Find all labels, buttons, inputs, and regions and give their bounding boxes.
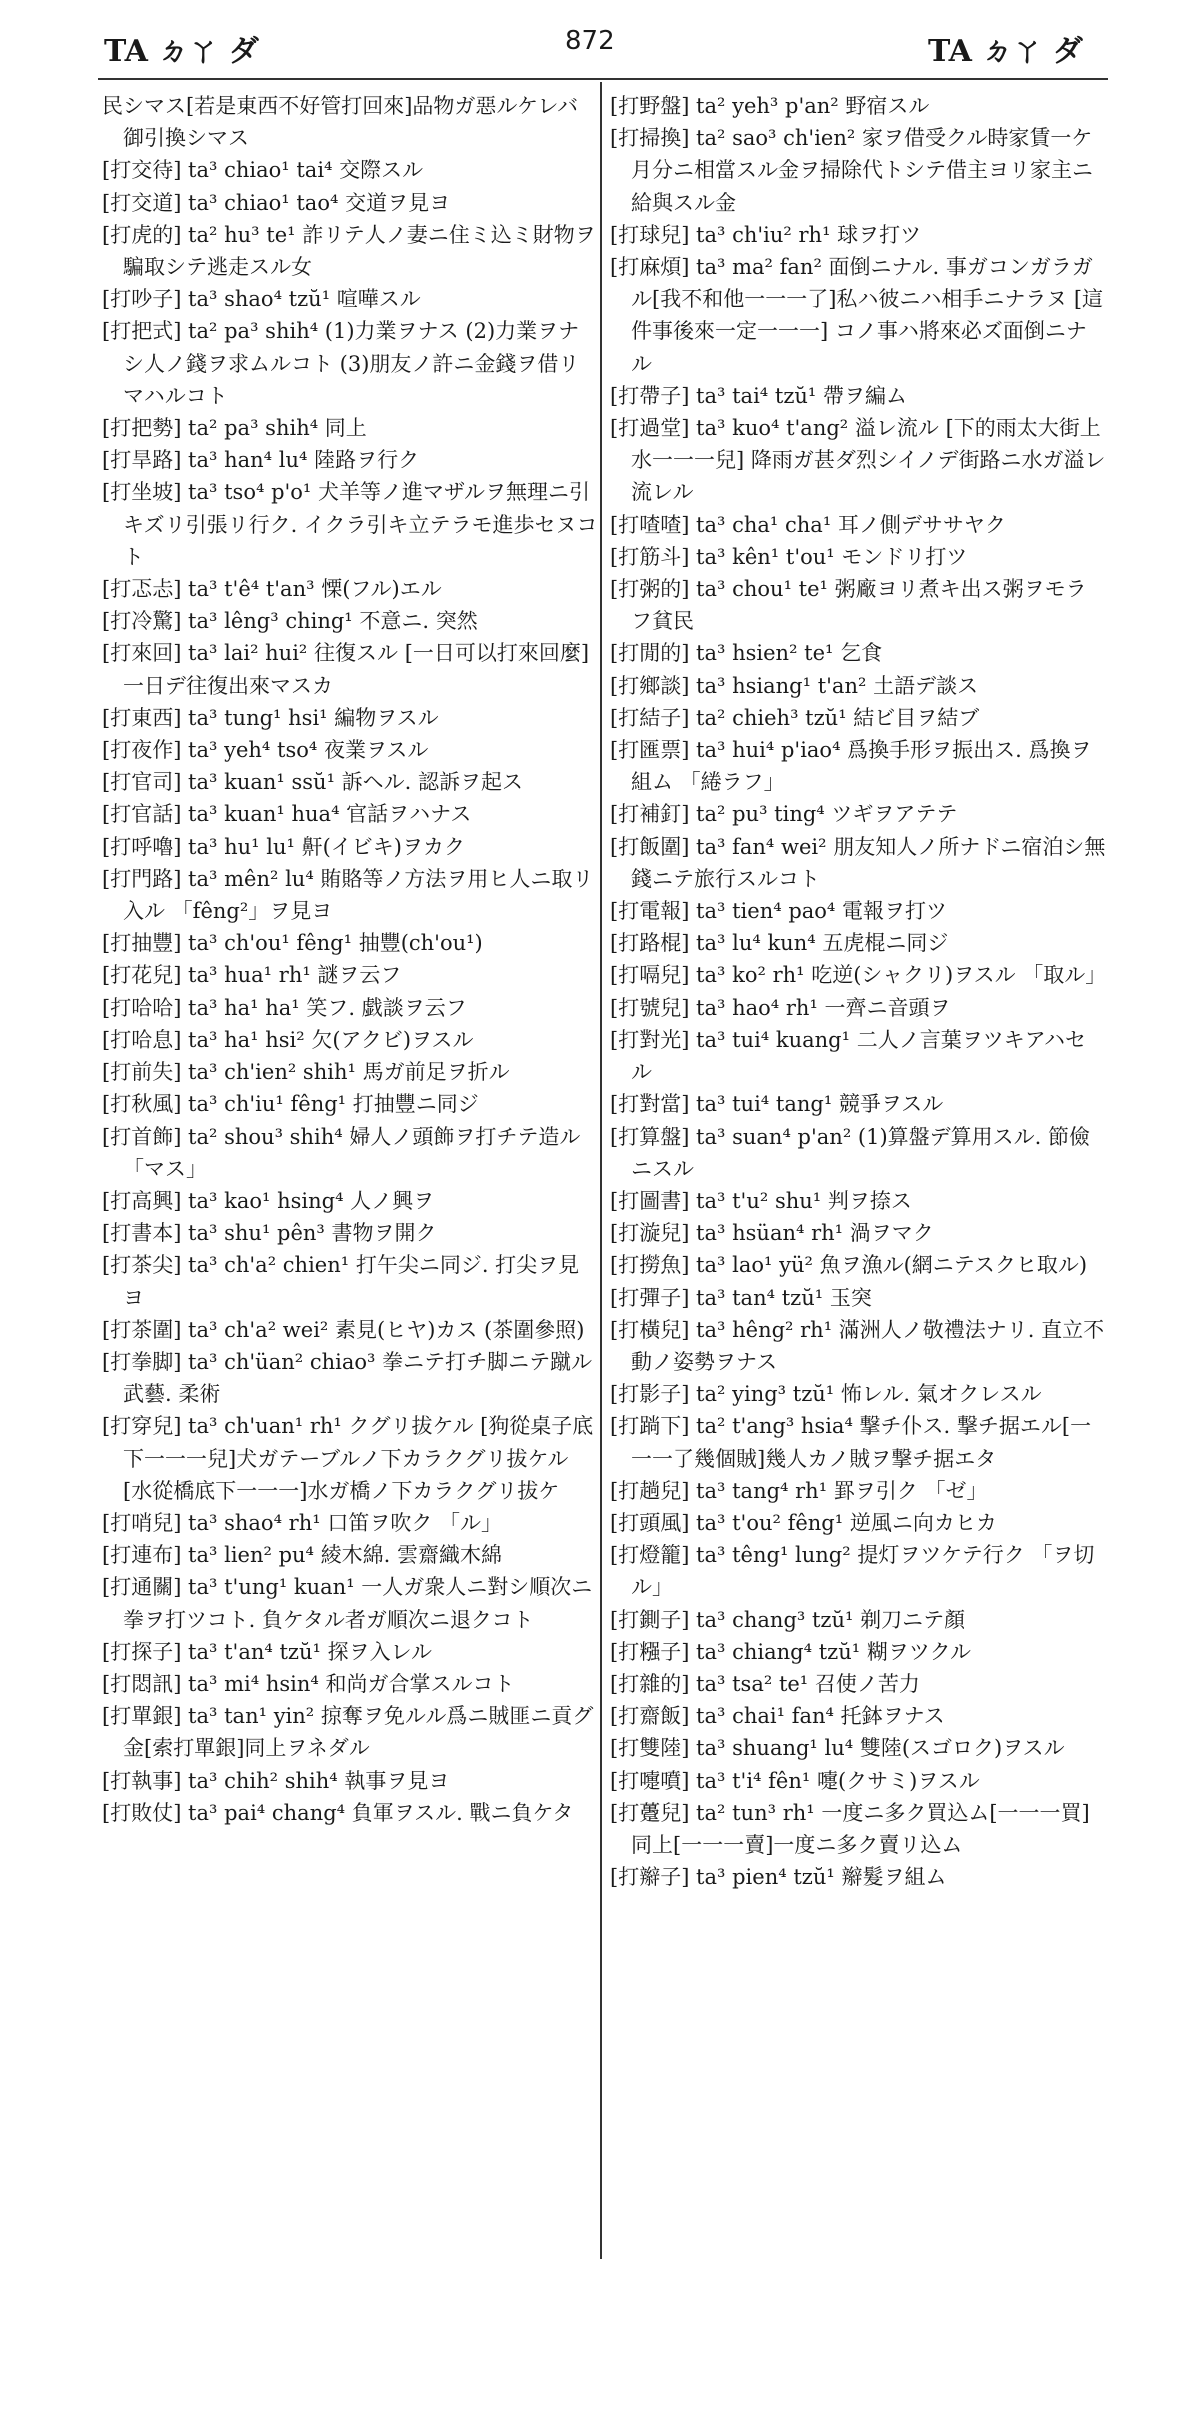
dictionary-entry: [打䠀下] ta² t'ang³ hsia⁴ 撃チ仆ス. 撃チ据エル[一一一了幾個賊]幾人カノ賊ヲ撃チ据エタ: [610, 1414, 1092, 1471]
dictionary-entry: [打頭風] ta³ t'ou² fêng¹ 逆風ニ向カヒカ: [610, 1510, 997, 1535]
dictionary-entry: [打掃換] ta² sao³ ch'ien² 家ヲ借受クル時家賃一ケ月分ニ相當スル金ヲ掃除代トシテ借主ヨリ家主ニ給與スル金: [610, 126, 1093, 215]
dictionary-entry: [打穿兒] ta³ ch'uan¹ rh¹ クグリ拔ケル [狗從桌子底下一一一兒]犬ガテーブルノ下カラクグリ拔ケル [水從橋底下一一一]水ガ橋ノ下カラクグリ拔ケ: [102, 1414, 594, 1503]
dictionary-entry: [打官司] ta³ kuan¹ ssŭ¹ 訴ヘル. 認訴ヲ起ス: [102, 770, 524, 795]
dictionary-entry: [打球兒] ta³ ch'iu² rh¹ 球ヲ打ツ: [610, 222, 922, 247]
dictionary-entry: [打閒的] ta³ hsien² te¹ 乞食: [610, 641, 883, 666]
dictionary-entry: [打飯圍] ta³ fan⁴ wei² 朋友知人ノ所ナドニ宿泊シ無錢ニテ旅行スルコト: [610, 834, 1106, 891]
dictionary-entry: [打對當] ta³ tui⁴ tang¹ 競爭ヲスル: [610, 1092, 944, 1117]
dictionary-entry: [打影子] ta² ying³ tzŭ¹ 怖レル. 氣オクレスル: [610, 1382, 1042, 1407]
running-head-left: TA ㄉㄚ ダ: [104, 34, 259, 69]
dictionary-entry: [打單銀] ta³ tan¹ yin² 掠奪ヲ免ルル爲ニ賊匪ニ貢グ金[索打單銀]同上ヲネダル: [102, 1704, 594, 1761]
dictionary-entry: [打連布] ta³ lien² pu⁴ 綾木綿. 雲齋織木綿: [102, 1543, 503, 1568]
right-column: [610, 90, 1106, 1893]
dictionary-entry: [打東西] ta³ tung¹ hsi¹ 編物ヲスル: [102, 705, 439, 730]
dictionary-entry: [打補釘] ta² pu³ ting⁴ ツギヲアテテ: [610, 802, 958, 827]
running-head-right: TA ㄉㄚ ダ: [928, 34, 1083, 69]
page-number: 872: [565, 26, 615, 56]
column-divider: [600, 82, 602, 2259]
dictionary-entry: [打抽豐] ta³ ch'ou¹ fêng¹ 抽豐(ch'ou¹): [102, 931, 483, 956]
dictionary-entry: 民シマス[若是東西不好管打回來]品物ガ惡ルケレバ御引換シマス: [102, 94, 579, 151]
dictionary-entry: [打交道] ta³ chiao¹ tao⁴ 交道ヲ見ヨ: [102, 190, 451, 215]
dictionary-entry: [打高興] ta³ kao¹ hsing⁴ 人ノ興ヲ: [102, 1188, 435, 1213]
dictionary-entry: [打探子] ta³ t'an⁴ tzŭ¹ 探ヲ入レル: [102, 1639, 433, 1664]
dictionary-entry: [打冷驚] ta³ lêng³ ching¹ 不意ニ. 突然: [102, 609, 478, 634]
dictionary-entry: [打哈息] ta³ ha¹ hsi² 欠(アクビ)ヲスル: [102, 1027, 474, 1052]
dictionary-entry: [打野盤] ta² yeh³ p'an² 野宿スル: [610, 94, 930, 118]
dictionary-entry: [打路棍] ta³ lu⁴ kun⁴ 五虎棍ニ同ジ: [610, 931, 949, 956]
dictionary-entry: [打把勢] ta² pa³ shih⁴ 同上: [102, 416, 367, 441]
dictionary-entry: [打茶圍] ta³ ch'a² wei² 素見(ヒヤ)カス (茶圍參照): [102, 1317, 585, 1342]
dictionary-entry: [打首飾] ta² shou³ shih⁴ 婦人ノ頭飾ヲ打チテ造ル 「マス」: [102, 1124, 581, 1181]
dictionary-entry: [打書本] ta³ shu¹ pên³ 書物ヲ開ク: [102, 1221, 437, 1246]
dictionary-entry: [打號兒] ta³ hao⁴ rh¹ 一齊ニ音頭ヲ: [610, 995, 951, 1020]
dictionary-entry: [打呼嚕] ta³ hu¹ lu¹ 鼾(イビキ)ヲカク: [102, 834, 465, 859]
dictionary-entry: [打躉兒] ta² tun³ rh¹ 一度ニ多ク買込ム[一一一買]同上[一一一賣]一度ニ多ク賣リ込ム: [610, 1800, 1090, 1857]
dictionary-entry: [打茶尖] ta³ ch'a² chien¹ 打午尖ニ同ジ. 打尖ヲ見ヨ: [102, 1253, 580, 1310]
dictionary-entry: [打拳脚] ta³ ch'üan² chiao³ 拳ニテ打チ脚ニテ蹴ル武藝. 柔術: [102, 1349, 593, 1407]
dictionary-entry: [打糨子] ta³ chiang⁴ tzŭ¹ 糊ヲツクル: [610, 1639, 971, 1664]
dictionary-entry: [打執事] ta³ chih² shih⁴ 執事ヲ見ヨ: [102, 1768, 450, 1793]
dictionary-entry: [打撈魚] ta³ lao¹ yü² 魚ヲ漁ル(網ニテスクヒ取ル): [610, 1253, 1088, 1278]
dictionary-entry: [打圖書] ta³ t'u² shu¹ 判ヲ捺ス: [610, 1188, 912, 1213]
dictionary-entry: [打雜的] ta³ tsa² te¹ 召使ノ苦力: [610, 1671, 920, 1696]
dictionary-entry: [打哈哈] ta³ ha¹ ha¹ 笑フ. 戯談ヲ云フ: [102, 995, 467, 1020]
dictionary-entry: [打來回] ta³ lai² hui² 往復スル [一日可以打來回麼] 一日デ往復出來マスカ: [102, 641, 590, 698]
dictionary-entry: [打忑忐] ta³ t'ê⁴ t'an³ 慄(フル)エル: [102, 577, 442, 602]
dictionary-entry: [打結子] ta² chieh³ tzŭ¹ 結ビ目ヲ結ブ: [610, 705, 980, 730]
dictionary-entry: [打匯票] ta³ hui⁴ p'iao⁴ 爲換手形ヲ振出ス. 爲換ヲ組ム 「綣ラフ」: [610, 738, 1092, 795]
dictionary-entry: [打鄉談] ta³ hsiang¹ t'an² 土語デ談ス: [610, 673, 979, 698]
dictionary-entry: [打敗仗] ta³ pai⁴ chang⁴ 負軍ヲスル. 戰ニ負ケタ: [102, 1800, 574, 1825]
dictionary-entry: [打燈籠] ta³ têng¹ lung² 提灯ヲツケテ行ク 「ヲ切ル」: [610, 1543, 1095, 1600]
dictionary-entry: [打哨兒] ta³ shao⁴ rh¹ 口笛ヲ吹ク 「ル」: [102, 1510, 503, 1535]
dictionary-entry: [打彈子] ta³ tan⁴ tzŭ¹ 玉突: [610, 1285, 872, 1310]
dictionary-entry: [打把式] ta² pa³ shih⁴ (1)力業ヲナス (2)力業ヲナシ人ノ錢ヲ求ムルコト (3)朋友ノ許ニ金錢ヲ借リマハルコト: [102, 319, 580, 408]
dictionary-entry: [打齋飯] ta³ chai¹ fan⁴ 托鉢ヲナス: [610, 1704, 945, 1729]
left-column: [102, 90, 598, 1829]
dictionary-entry: [打通關] ta³ t'ung¹ kuan¹ 一人ガ衆人ニ對シ順次ニ拳ヲ打ツコト. 負ケタル者ガ順次ニ退クコト: [102, 1575, 593, 1632]
dictionary-entry: [打官話] ta³ kuan¹ hua⁴ 官話ヲハナス: [102, 802, 472, 827]
dictionary-entry: [打秋風] ta³ ch'iu¹ fêng¹ 打抽豐ニ同ジ: [102, 1092, 479, 1117]
dictionary-entry: [打旱路] ta³ han⁴ lu⁴ 陸路ヲ行ク: [102, 448, 420, 473]
dictionary-entry: [打粥的] ta³ chou¹ te¹ 粥廠ヨリ煮キ出ス粥ヲモラフ貧民: [610, 577, 1087, 634]
dictionary-entry: [打趟兒] ta³ tang⁴ rh¹ 罫ヲ引ク 「ゼ」: [610, 1478, 988, 1503]
header-rule: [98, 78, 1108, 80]
dictionary-entry: [打嗝兒] ta³ ko² rh¹ 吃逆(シャクリ)ヲスル 「取ル」: [610, 963, 1107, 988]
dictionary-entry: [打帶子] ta³ tai⁴ tzŭ¹ 帶ヲ編ム: [610, 383, 908, 408]
dictionary-entry: [打過堂] ta³ kuo⁴ t'ang² 溢レ流ル [下的雨太大街上水一一一兒] 降雨ガ甚ダ烈シイノデ街路ニ水ガ溢レ流レル: [610, 416, 1106, 505]
dictionary-entry: [打交待] ta³ chiao¹ tai⁴ 交際スル: [102, 158, 424, 183]
dictionary-entry: [打算盤] ta³ suan⁴ p'an² (1)算盤デ算用スル. 節儉ニスル: [610, 1124, 1091, 1181]
dictionary-entry: [打筋斗] ta³ kên¹ t'ou¹ モンドリ打ツ: [610, 544, 968, 569]
dictionary-entry: [打虎的] ta² hu³ te¹ 詐リテ人ノ妻ニ住ミ込ミ財物ヲ騙取シテ逃走スル女: [102, 222, 596, 280]
dictionary-entry: [打對光] ta³ tui⁴ kuang¹ 二人ノ言葉ヲツキアハセル: [610, 1027, 1087, 1085]
dictionary-entry: [打嚏噴] ta³ t'i⁴ fên¹ 嚏(クサミ)ヲスル: [610, 1768, 980, 1793]
dictionary-entry: [打坐坡] ta³ tso⁴ p'o¹ 犬羊等ノ進マザルヲ無理ニ引キズリ引張リ行ク. イクラ引キ立テラモ進歩セヌコト: [102, 480, 598, 569]
dictionary-entry: [打喳喳] ta³ cha¹ cha¹ 耳ノ側デササヤク: [610, 512, 1006, 537]
dictionary-entry: [打橫兒] ta³ hêng² rh¹ 滿洲人ノ敬禮法ナリ. 直立不動ノ姿勢ヲナス: [610, 1317, 1105, 1374]
dictionary-entry: [打花兒] ta³ hua¹ rh¹ 謎ヲ云フ: [102, 963, 402, 988]
dictionary-entry: [打門路] ta³ mên² lu⁴ 賄賂等ノ方法ヲ用ヒ人ニ取リ入ル 「fêng²」ヲ見ヨ: [102, 866, 594, 924]
dictionary-entry: [打漩兒] ta³ hsüan⁴ rh¹ 渦ヲマク: [610, 1221, 934, 1246]
dictionary-entry: [打雙陸] ta³ shuang¹ lu⁴ 雙陸(スゴロク)ヲスル: [610, 1736, 1065, 1761]
dictionary-entry: [打麻煩] ta³ ma² fan² 面倒ニナル. 事ガコンガラガル[我不和他一一一了]私ハ彼ニハ相手ニナラヌ [這件事後來一定一一一] コノ事ハ將來必ズ面倒ニナル: [610, 255, 1104, 376]
dictionary-entry: [打前失] ta³ ch'ien² shih¹ 馬ガ前足ヲ折ル: [102, 1060, 510, 1085]
dictionary-entry: [打鍘子] ta³ chang³ tzŭ¹ 剃刀ニテ顏: [610, 1607, 966, 1632]
dictionary-entry: [打吵子] ta³ shao⁴ tzŭ¹ 喧嘩スル: [102, 287, 421, 312]
dictionary-entry: [打悶訊] ta³ mi⁴ hsin⁴ 和尚ガ合掌スルコト: [102, 1671, 515, 1696]
dictionary-entry: [打夜作] ta³ yeh⁴ tso⁴ 夜業ヲスル: [102, 738, 429, 763]
dictionary-entry: [打辮子] ta³ pien⁴ tzŭ¹ 辮髮ヲ組ム: [610, 1865, 947, 1890]
dictionary-entry: [打電報] ta³ tien⁴ pao⁴ 電報ヲ打ツ: [610, 899, 948, 924]
